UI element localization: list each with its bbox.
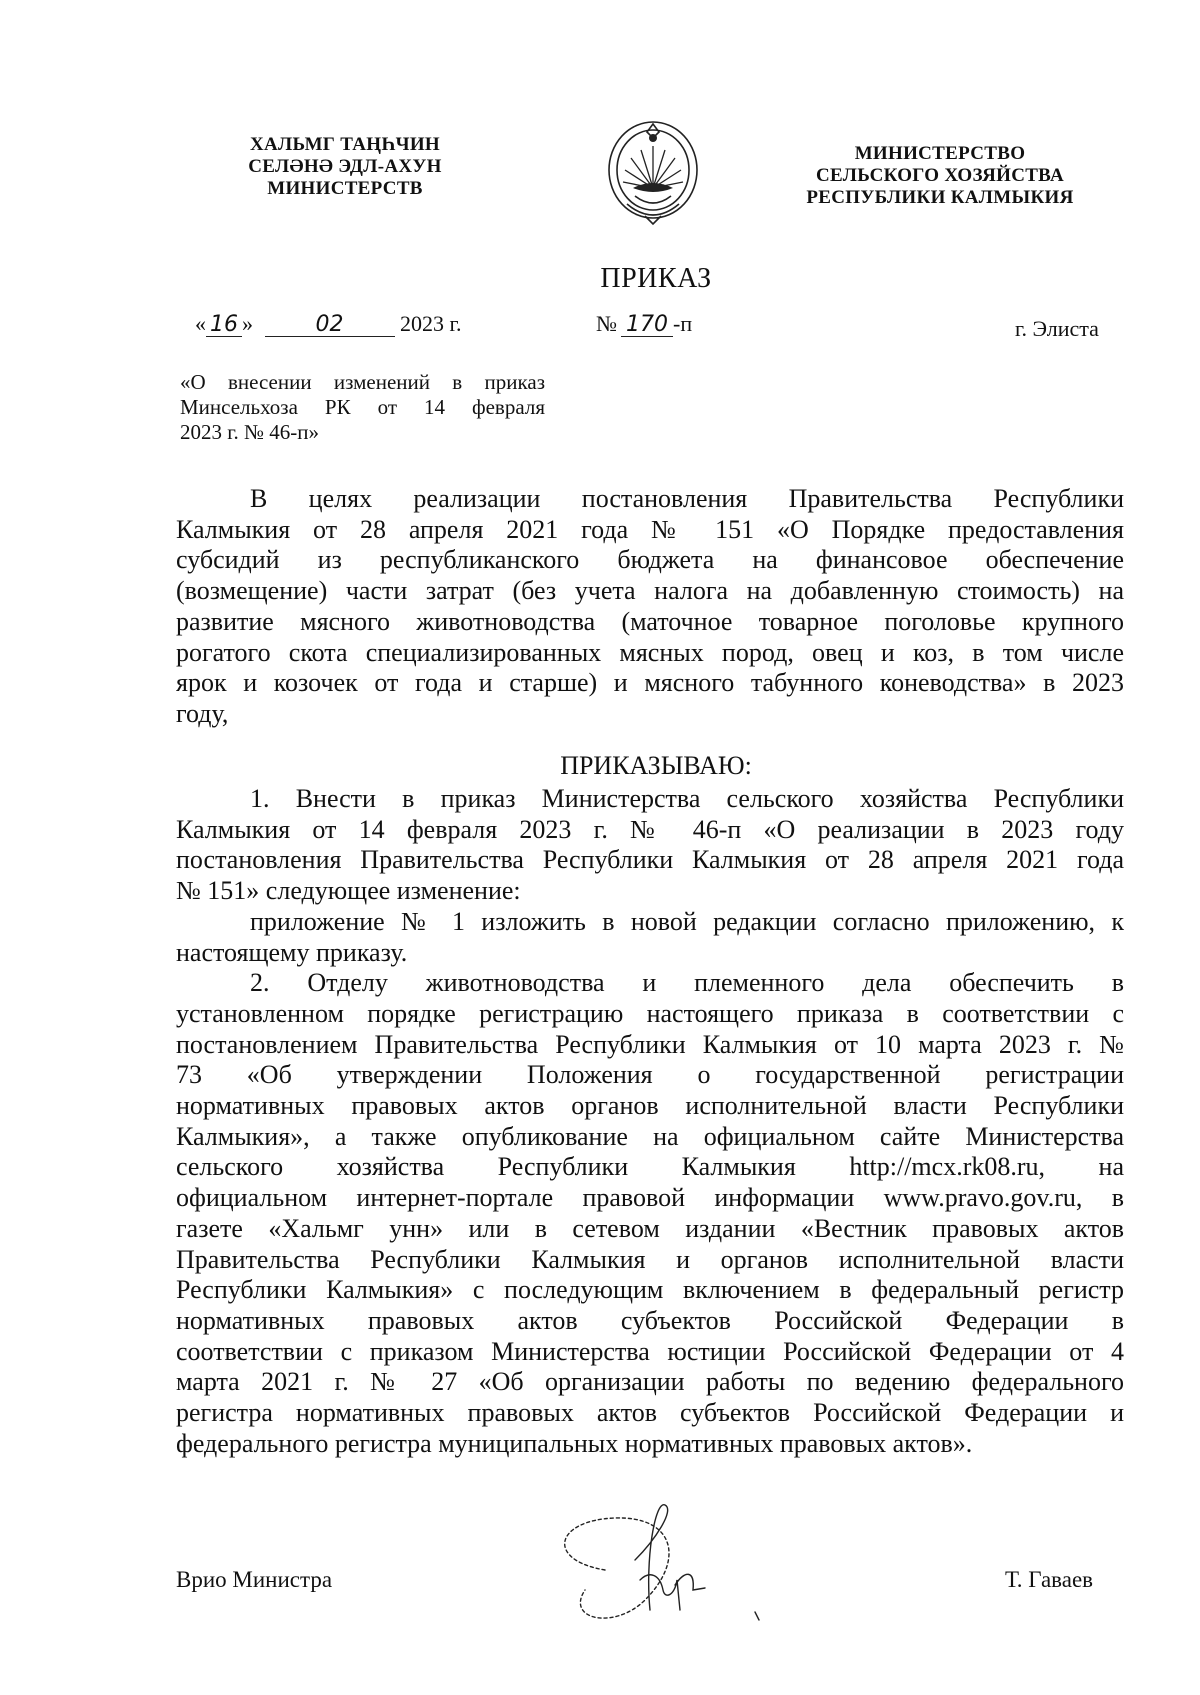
order-date — [195, 311, 462, 337]
number-value: 170 — [621, 314, 673, 337]
number-sign: № — [596, 311, 617, 336]
item-line: нормативных правовых актов субъектов Российской Федерации в — [176, 1305, 1124, 1335]
header-right-line: РЕСПУБЛИКИ КАЛМЫКИЯ — [806, 187, 1074, 208]
item-line: постановления Правительства Республики Калмыкия от 28 апреля 2021 года — [176, 845, 1124, 875]
header-left-line: СЕЛӘНӘ ЭДЛ-АХУН — [248, 156, 442, 177]
order-directive-word: ПРИКАЗЫВАЮ: — [560, 751, 752, 780]
ministry-name-kalmyk — [230, 134, 460, 200]
preamble-line: Калмыкия от 28 апреля 2021 года № 151 «О Порядке предоставления — [176, 514, 1124, 544]
item-line: постановлением Правительства Республики Калмыкия от 10 марта 2023 г. № — [176, 1029, 1124, 1059]
date-year: 2023 г. — [400, 311, 462, 336]
document-title: ПРИКАЗ — [600, 263, 712, 294]
item-line: установленном порядке регистрацию настоящего приказа в соответствии с — [176, 998, 1124, 1028]
item-line: 73 «Об утверждении Положения о государственной регистрации — [176, 1060, 1124, 1090]
header-left-line: МИНИСТЕРСТВ — [267, 178, 423, 199]
item-line: Калмыкия от 14 февраля 2023 г. № 46-п «О реализации в 2023 году — [176, 814, 1124, 844]
item-line: Республики Калмыкия» с последующим включением в федеральный регистр — [176, 1275, 1124, 1305]
preamble-line: рогатого скота специализированных мясных пород, овец и коз, в том числе — [176, 637, 1124, 667]
signatory-name: Т. Гаваев — [1005, 1567, 1094, 1592]
ministry-name-russian — [790, 143, 1090, 209]
item-line: приложение № 1 изложить в новой редакции согласно приложению, к — [250, 906, 1124, 936]
preamble-line: ярок и козочек от года и старше) и мясного табунного коневодства» в 2023 — [176, 668, 1124, 698]
order-number — [596, 311, 692, 337]
preamble-line: (возмещение) части затрат (без учета налога на добавленную стоимость) на — [176, 576, 1124, 606]
date-close-quote: » — [242, 311, 253, 336]
item-line: соответствии с приказом Министерства юстиции Российской Федерации от 4 — [176, 1336, 1124, 1366]
item-line: нормативных правовых актов органов исполнительной власти Республики — [176, 1091, 1124, 1121]
preamble-line: В целях реализации постановления Правительства Республики — [250, 484, 1124, 513]
item-line: официальном интернет-портале правовой информации www.pravo.gov.ru, в — [176, 1183, 1124, 1213]
preamble-line: субсидий из республиканского бюджета на финансовое обеспечение — [176, 545, 1124, 575]
subject-line: «О внесении изменений в приказ — [180, 370, 545, 394]
coat-of-arms-emblem — [605, 116, 701, 228]
item-line: № 151» следующее изменение: — [176, 876, 521, 906]
preamble-line: развитие мясного животноводства (маточное товарное поголовье крупного — [176, 606, 1124, 636]
preamble-line: году, — [176, 698, 229, 728]
item-line: Правительства Республики Калмыкия и органов исполнительной власти — [176, 1244, 1124, 1274]
date-day: 16 — [206, 314, 242, 337]
item-line: федерального регистра муниципальных нормативных правовых актов». — [176, 1428, 973, 1458]
item-line: Калмыкия», а также опубликование на официальном сайте Министерства — [176, 1121, 1124, 1151]
number-suffix: -п — [673, 311, 693, 336]
preamble — [176, 484, 1124, 730]
order-subject — [180, 370, 545, 445]
header-left-line: ХАЛЬМГ ТАҢҺЧИН — [249, 134, 441, 155]
header-right-line: СЕЛЬСКОГО ХОЗЯЙСТВА — [816, 165, 1064, 186]
item-line: регистра нормативных правовых актов субъектов Российской Федерации и — [176, 1398, 1124, 1428]
item-line: 2. Отделу животноводства и племенного дела обеспечить в — [250, 968, 1124, 998]
item-line: 1. Внести в приказ Министерства сельского хозяйства Республики — [250, 784, 1124, 813]
subject-line: Минсельхоза РК от 14 февраля — [180, 395, 545, 419]
order-items — [176, 784, 1124, 1459]
date-open-quote: « — [195, 311, 206, 336]
handwritten-signature — [525, 1500, 825, 1640]
city: г. Элиста — [1015, 316, 1099, 341]
signatory-position: Врио Министра — [176, 1567, 333, 1592]
item-line: сельского хозяйства Республики Калмыкия http://mcx.rk08.ru, на — [176, 1152, 1124, 1182]
item-line: настоящему приказу. — [176, 937, 408, 967]
header-right-line: МИНИСТЕРСТВО — [854, 143, 1026, 164]
item-line: газете «Хальмг унн» или в сетевом издании «Вестник правовых актов — [176, 1213, 1124, 1243]
item-line: марта 2021 г. № 27 «Об организации работы по ведению федерального — [176, 1367, 1124, 1397]
subject-line: 2023 г. № 46-п» — [180, 420, 320, 444]
date-month: 02 — [265, 314, 395, 337]
